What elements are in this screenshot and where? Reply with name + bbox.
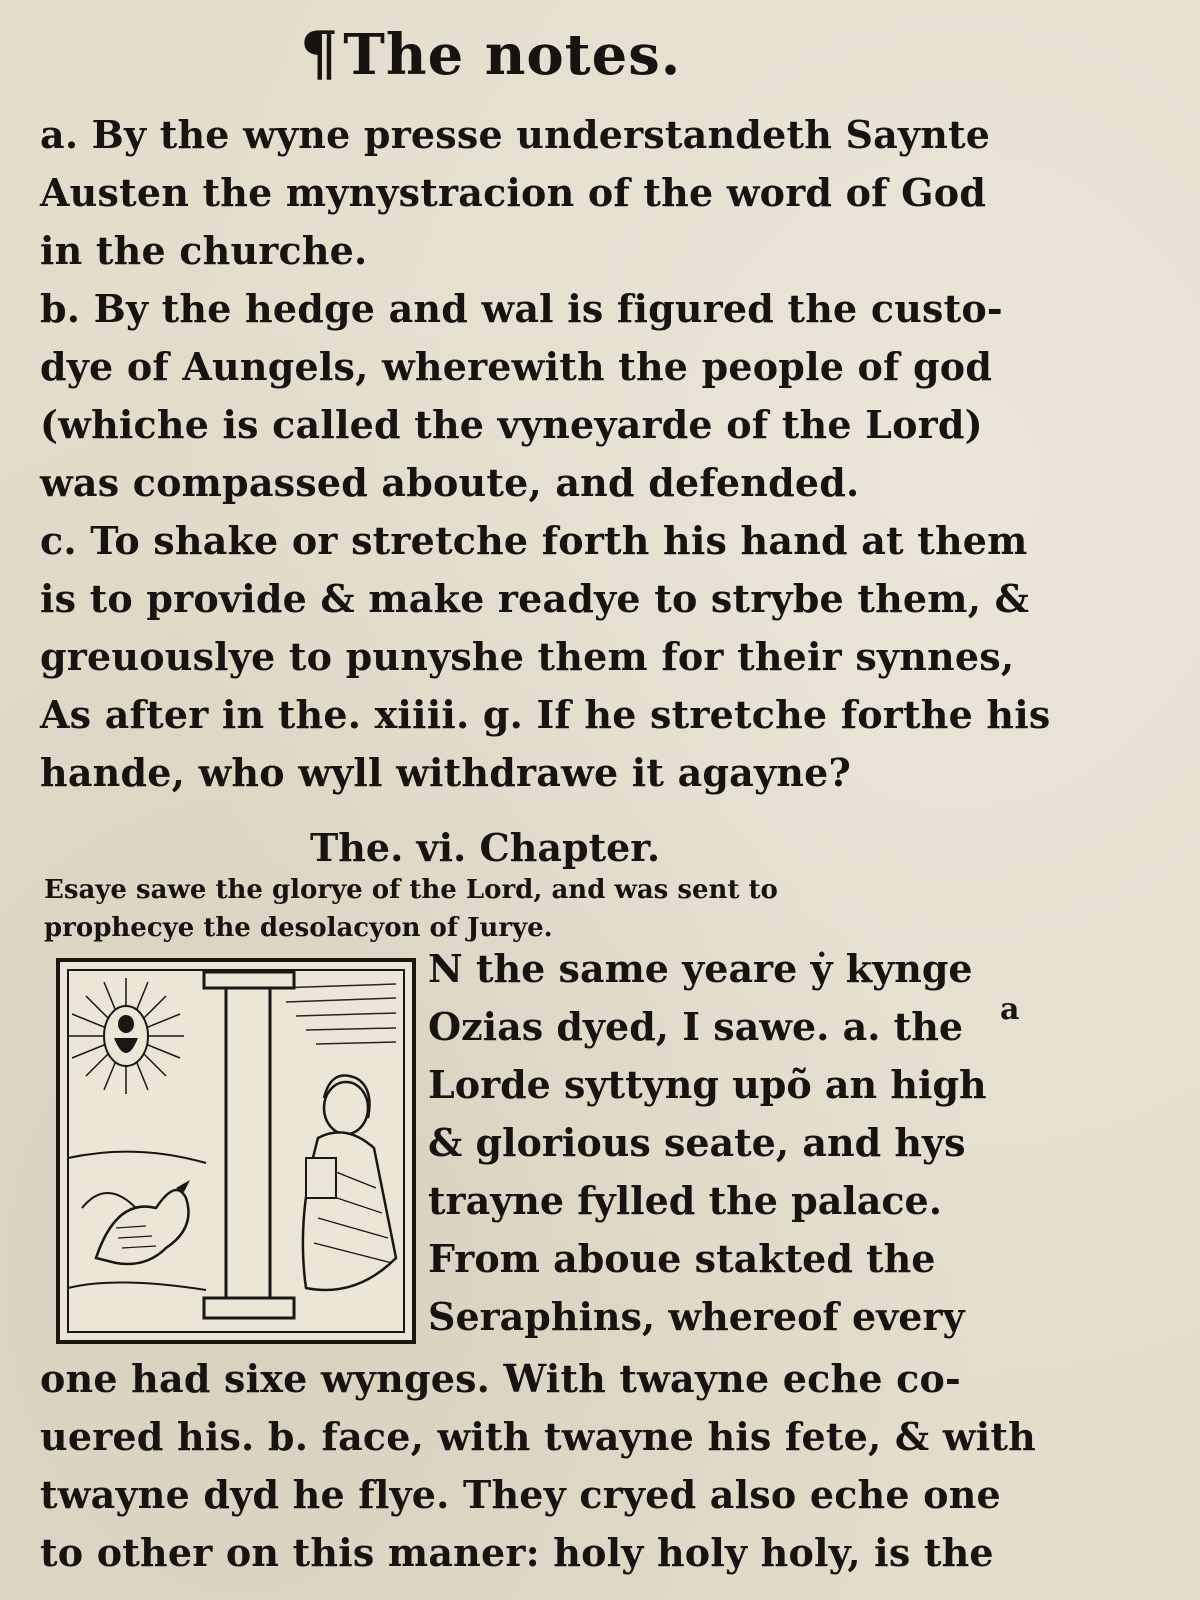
note-line: was compassed aboute, and defended. — [40, 460, 860, 505]
body-text-line: to other on this maner: holy holy holy, is the — [40, 1530, 994, 1575]
note-line: is to provide & make readye to strybe them, & — [40, 576, 1030, 621]
note-line: As after in the. xiiii. g. If he stretche forthe his — [40, 692, 1051, 737]
wrapped-text-line: & glorious seate, and hys — [428, 1120, 966, 1165]
body-text-line: uered his. b. face, with twayne his fete, & with — [40, 1414, 1036, 1459]
note-line: b. By the hedge and wal is figured the custo- — [40, 286, 1003, 331]
wrapped-text-line: From aboue stakted the — [428, 1236, 936, 1281]
body-text-line: twayne dyd he flye. They cryed also eche one — [40, 1472, 1001, 1517]
note-line: dye of Aungels, wherewith the people of god — [40, 344, 993, 389]
woodcut-initial-illustration — [56, 958, 416, 1344]
notes-heading-title: The notes. — [343, 22, 682, 88]
note-line: a. By the wyne presse understandeth Saynte — [40, 112, 991, 157]
wrapped-text-line: Seraphins, whereof every — [428, 1294, 965, 1339]
note-line: hande, who wyll withdrawe it agayne? — [40, 750, 851, 795]
margin-note-letter: a — [1000, 992, 1020, 1027]
wrapped-text-line: Ozias dyed, I sawe. a. the — [428, 1004, 964, 1049]
note-line: (whiche is called the vyneyarde of the Lord) — [40, 402, 983, 447]
chapter-summary-line: prophecye the desolacyon of Jurye. — [44, 913, 553, 943]
wrapped-text-line: N the same yeare ẏ kynge — [428, 946, 973, 991]
wrapped-text-line: Lorde syttyng upõ an high — [428, 1062, 987, 1107]
chapter-title: The. vi. Chapter. — [310, 825, 661, 870]
note-line: in the churche. — [40, 228, 368, 273]
chapter-summary-line: Esaye sawe the glorye of the Lord, and was sent to — [44, 875, 778, 905]
body-text-line: one had sixe wynges. With twayne eche co- — [40, 1356, 961, 1401]
note-line: Austen the mynystracion of the word of God — [40, 170, 987, 215]
note-line: c. To shake or stretche forth his hand at them — [40, 518, 1028, 563]
wrapped-text-line: trayne fylled the palace. — [428, 1178, 942, 1223]
pilcrow-mark: ¶ — [300, 19, 340, 89]
notes-heading — [300, 14, 720, 94]
note-line: greuouslye to punyshe them for their synnes, — [40, 634, 1015, 679]
